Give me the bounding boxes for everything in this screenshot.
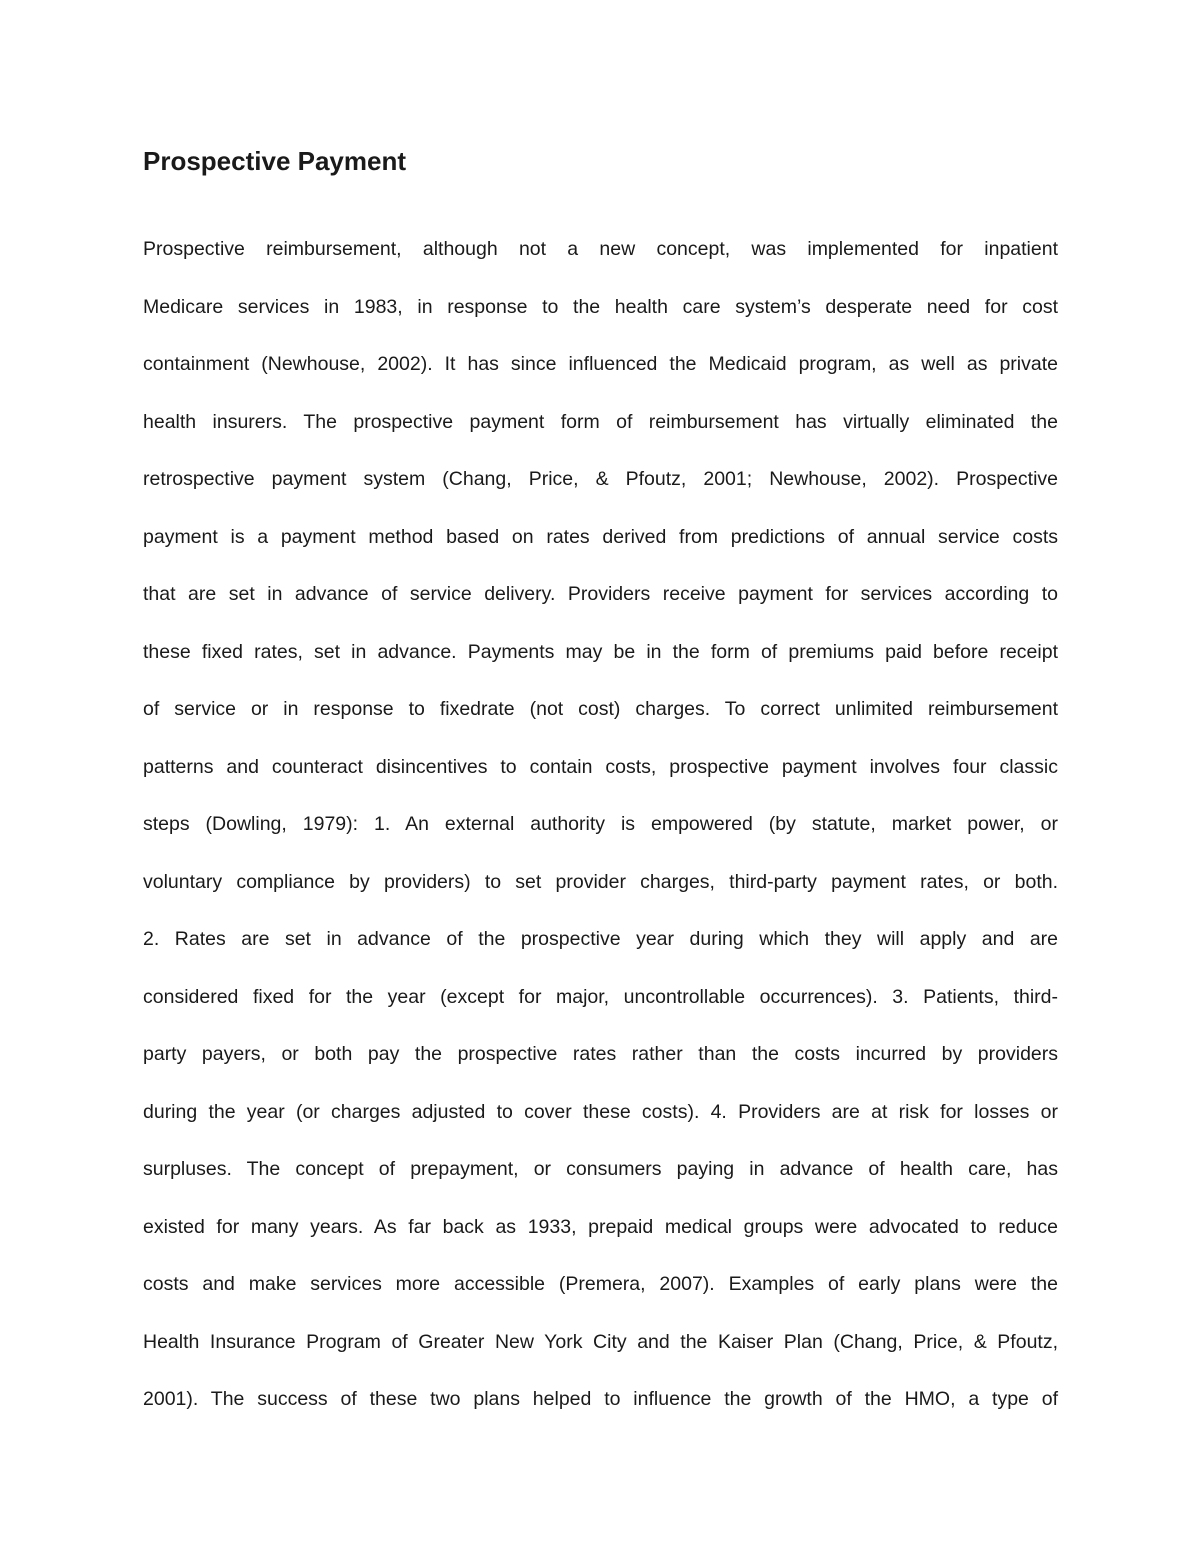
body-paragraph [143,229,1058,1437]
paragraph-line: considered fixed for the year (except for major, uncontrollable occurrences). 3. Patients, third- [143,985,1058,1008]
paragraph-line: patterns and counteract disincentives to contain costs, prospective payment involves four classic [143,755,1058,778]
paragraph-line: surpluses. The concept of prepayment, or consumers paying in advance of health care, has [143,1158,1058,1180]
paragraph-line: 2001). The success of these two plans helped to influence the growth of the HMO, a type of [143,1388,1058,1410]
paragraph-line: party payers, or both pay the prospective rates rather than the costs incurred by providers [143,1043,1058,1065]
paragraph-line: during the year (or charges adjusted to cover these costs). 4. Providers are at risk for losses or [143,1100,1058,1123]
paragraph-line: steps (Dowling, 1979): 1. An external authority is empowered (by statute, market power, or [143,813,1058,835]
paragraph-line: that are set in advance of service delivery. Providers receive payment for services according to [143,583,1058,605]
paragraph-line: costs and make services more accessible (Premera, 2007). Examples of early plans were the [143,1273,1058,1295]
paragraph-line: 2. Rates are set in advance of the prospective year during which they will apply and are [143,928,1058,950]
paragraph-line: of service or in response to fixedrate (not cost) charges. To correct unlimited reimbursement [143,698,1058,720]
paragraph-line: Medicare services in 1983, in response to the health care system’s desperate need for cost [143,295,1058,318]
paragraph-line: payment is a payment method based on rates derived from predictions of annual service costs [143,525,1058,548]
paragraph-line: retrospective payment system (Chang, Price, & Pfoutz, 2001; Newhouse, 2002). Prospective [143,468,1058,490]
page-title: Prospective Payment [143,146,407,176]
paragraph-line: existed for many years. As far back as 1933, prepaid medical groups were advocated to reduce [143,1215,1058,1238]
paragraph-line: Health Insurance Program of Greater New York City and the Kaiser Plan (Chang, Price, & Pfoutz, [143,1330,1058,1353]
paragraph-line: voluntary compliance by providers) to set provider charges, third-party payment rates, or both. [143,870,1058,893]
paragraph-line: these fixed rates, set in advance. Payments may be in the form of premiums paid before receipt [143,640,1058,663]
paragraph-line: Prospective reimbursement, although not a new concept, was implemented for inpatient [143,238,1058,260]
paragraph-line: health insurers. The prospective payment form of reimbursement has virtually eliminated the [143,410,1058,433]
paragraph-line: containment (Newhouse, 2002). It has since influenced the Medicaid program, as well as private [143,353,1058,375]
